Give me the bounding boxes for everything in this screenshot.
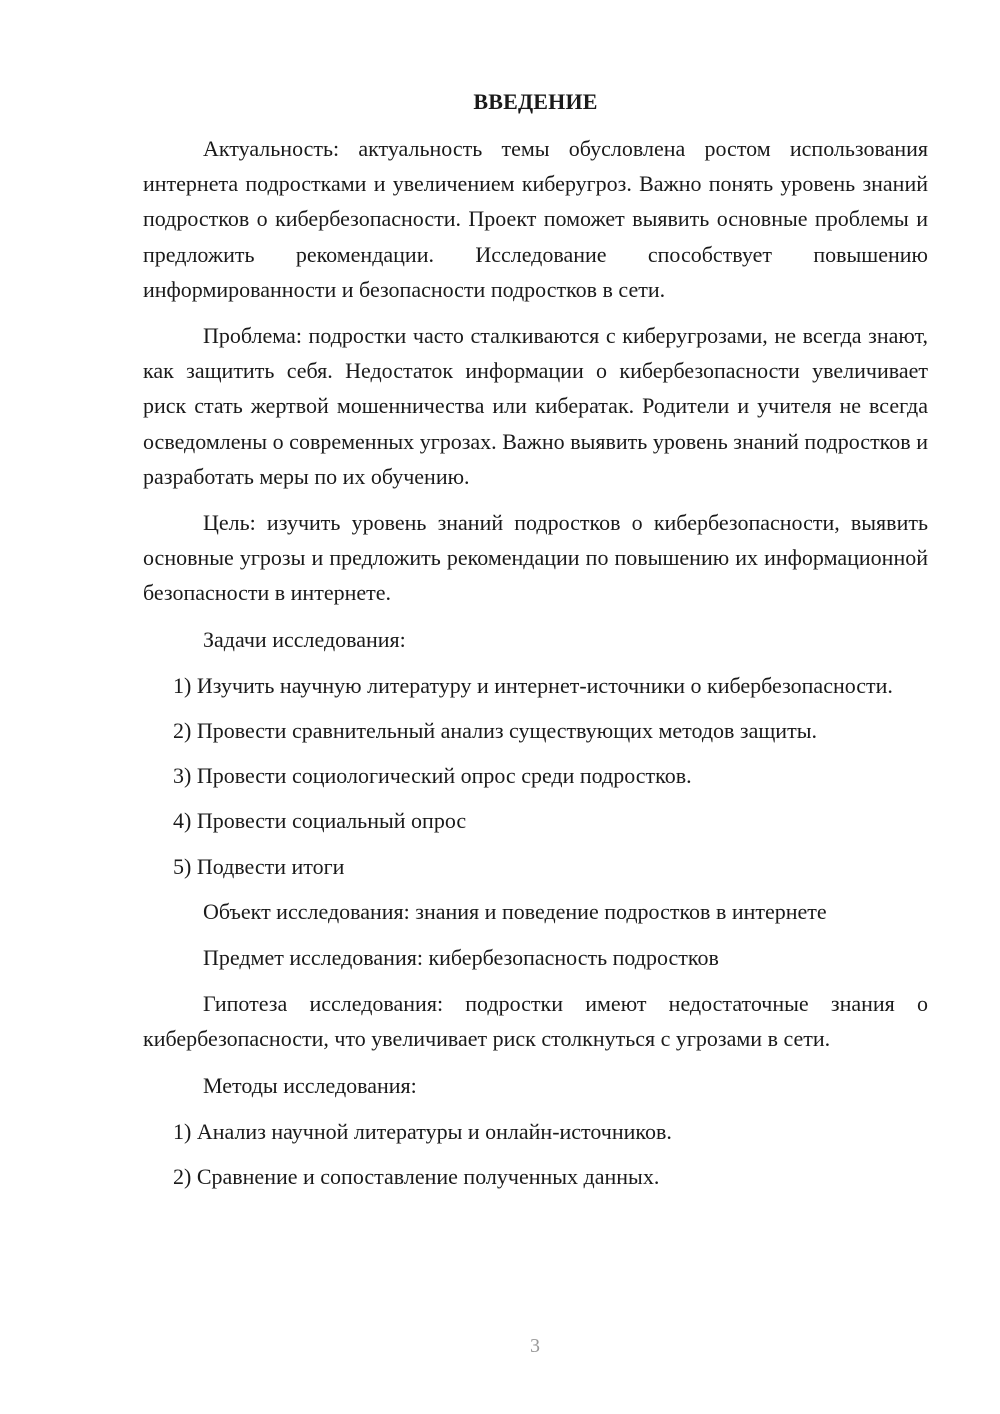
problem-paragraph: Проблема: подростки часто сталкиваются с киберугрозами, не всегда знают, как защитить себя. Недостаток информации о кибербезопасности увеличивает риск стать жертвой мошенничества или кибератак. Родители и учителя не всегда осведомлены о современных угрозах. Важно выявить уровень знаний подростков и разработать меры по их обучению. <box>143 323 928 489</box>
subject-paragraph: Предмет исследования: кибербезопасность подростков <box>203 945 719 971</box>
task-item: 4) Провести социальный опрос <box>173 808 467 834</box>
relevance-paragraph: Актуальность: актуальность темы обусловлена ростом использования интернета подростками и увеличением киберугроз. Важно понять уровень знаний подростков о кибербезопасности. Проект поможет выявить основные проблемы и предложить рекомендации. Исследование способствует повышению информированности и безопасности подростков в сети. <box>143 136 928 302</box>
goal-paragraph: Цель: изучить уровень знаний подростков о кибербезопасности, выявить основные угрозы и предложить рекомендации по повышению их информационной безопасности в интернете. <box>143 510 928 606</box>
method-item: 1) Анализ научной литературы и онлайн-источников. <box>173 1118 672 1144</box>
task-item: 1) Изучить научную литературу и интернет-источники о кибербезопасности. <box>173 672 893 698</box>
object-paragraph: Объект исследования: знания и поведение подростков в интернете <box>203 898 827 924</box>
hypothesis-paragraph: Гипотеза исследования: подростки имеют недостаточные знания о кибербезопасности, что увеличивает риск столкнуться с угрозами в сети. <box>143 991 928 1052</box>
task-item: 2) Провести сравнительный анализ существующих методов защиты. <box>173 718 817 744</box>
page-number: 3 <box>530 1335 540 1357</box>
tasks-title: Задачи исследования: <box>203 626 406 652</box>
methods-title: Методы исследования: <box>203 1072 417 1098</box>
document-page <box>143 88 928 1204</box>
task-item: 3) Провести социологический опрос среди подростков. <box>173 763 692 789</box>
method-item: 2) Сравнение и сопоставление полученных данных. <box>173 1164 660 1190</box>
section-heading: ВВЕДЕНИЕ <box>473 89 598 114</box>
task-item: 5) Подвести итоги <box>173 853 345 879</box>
